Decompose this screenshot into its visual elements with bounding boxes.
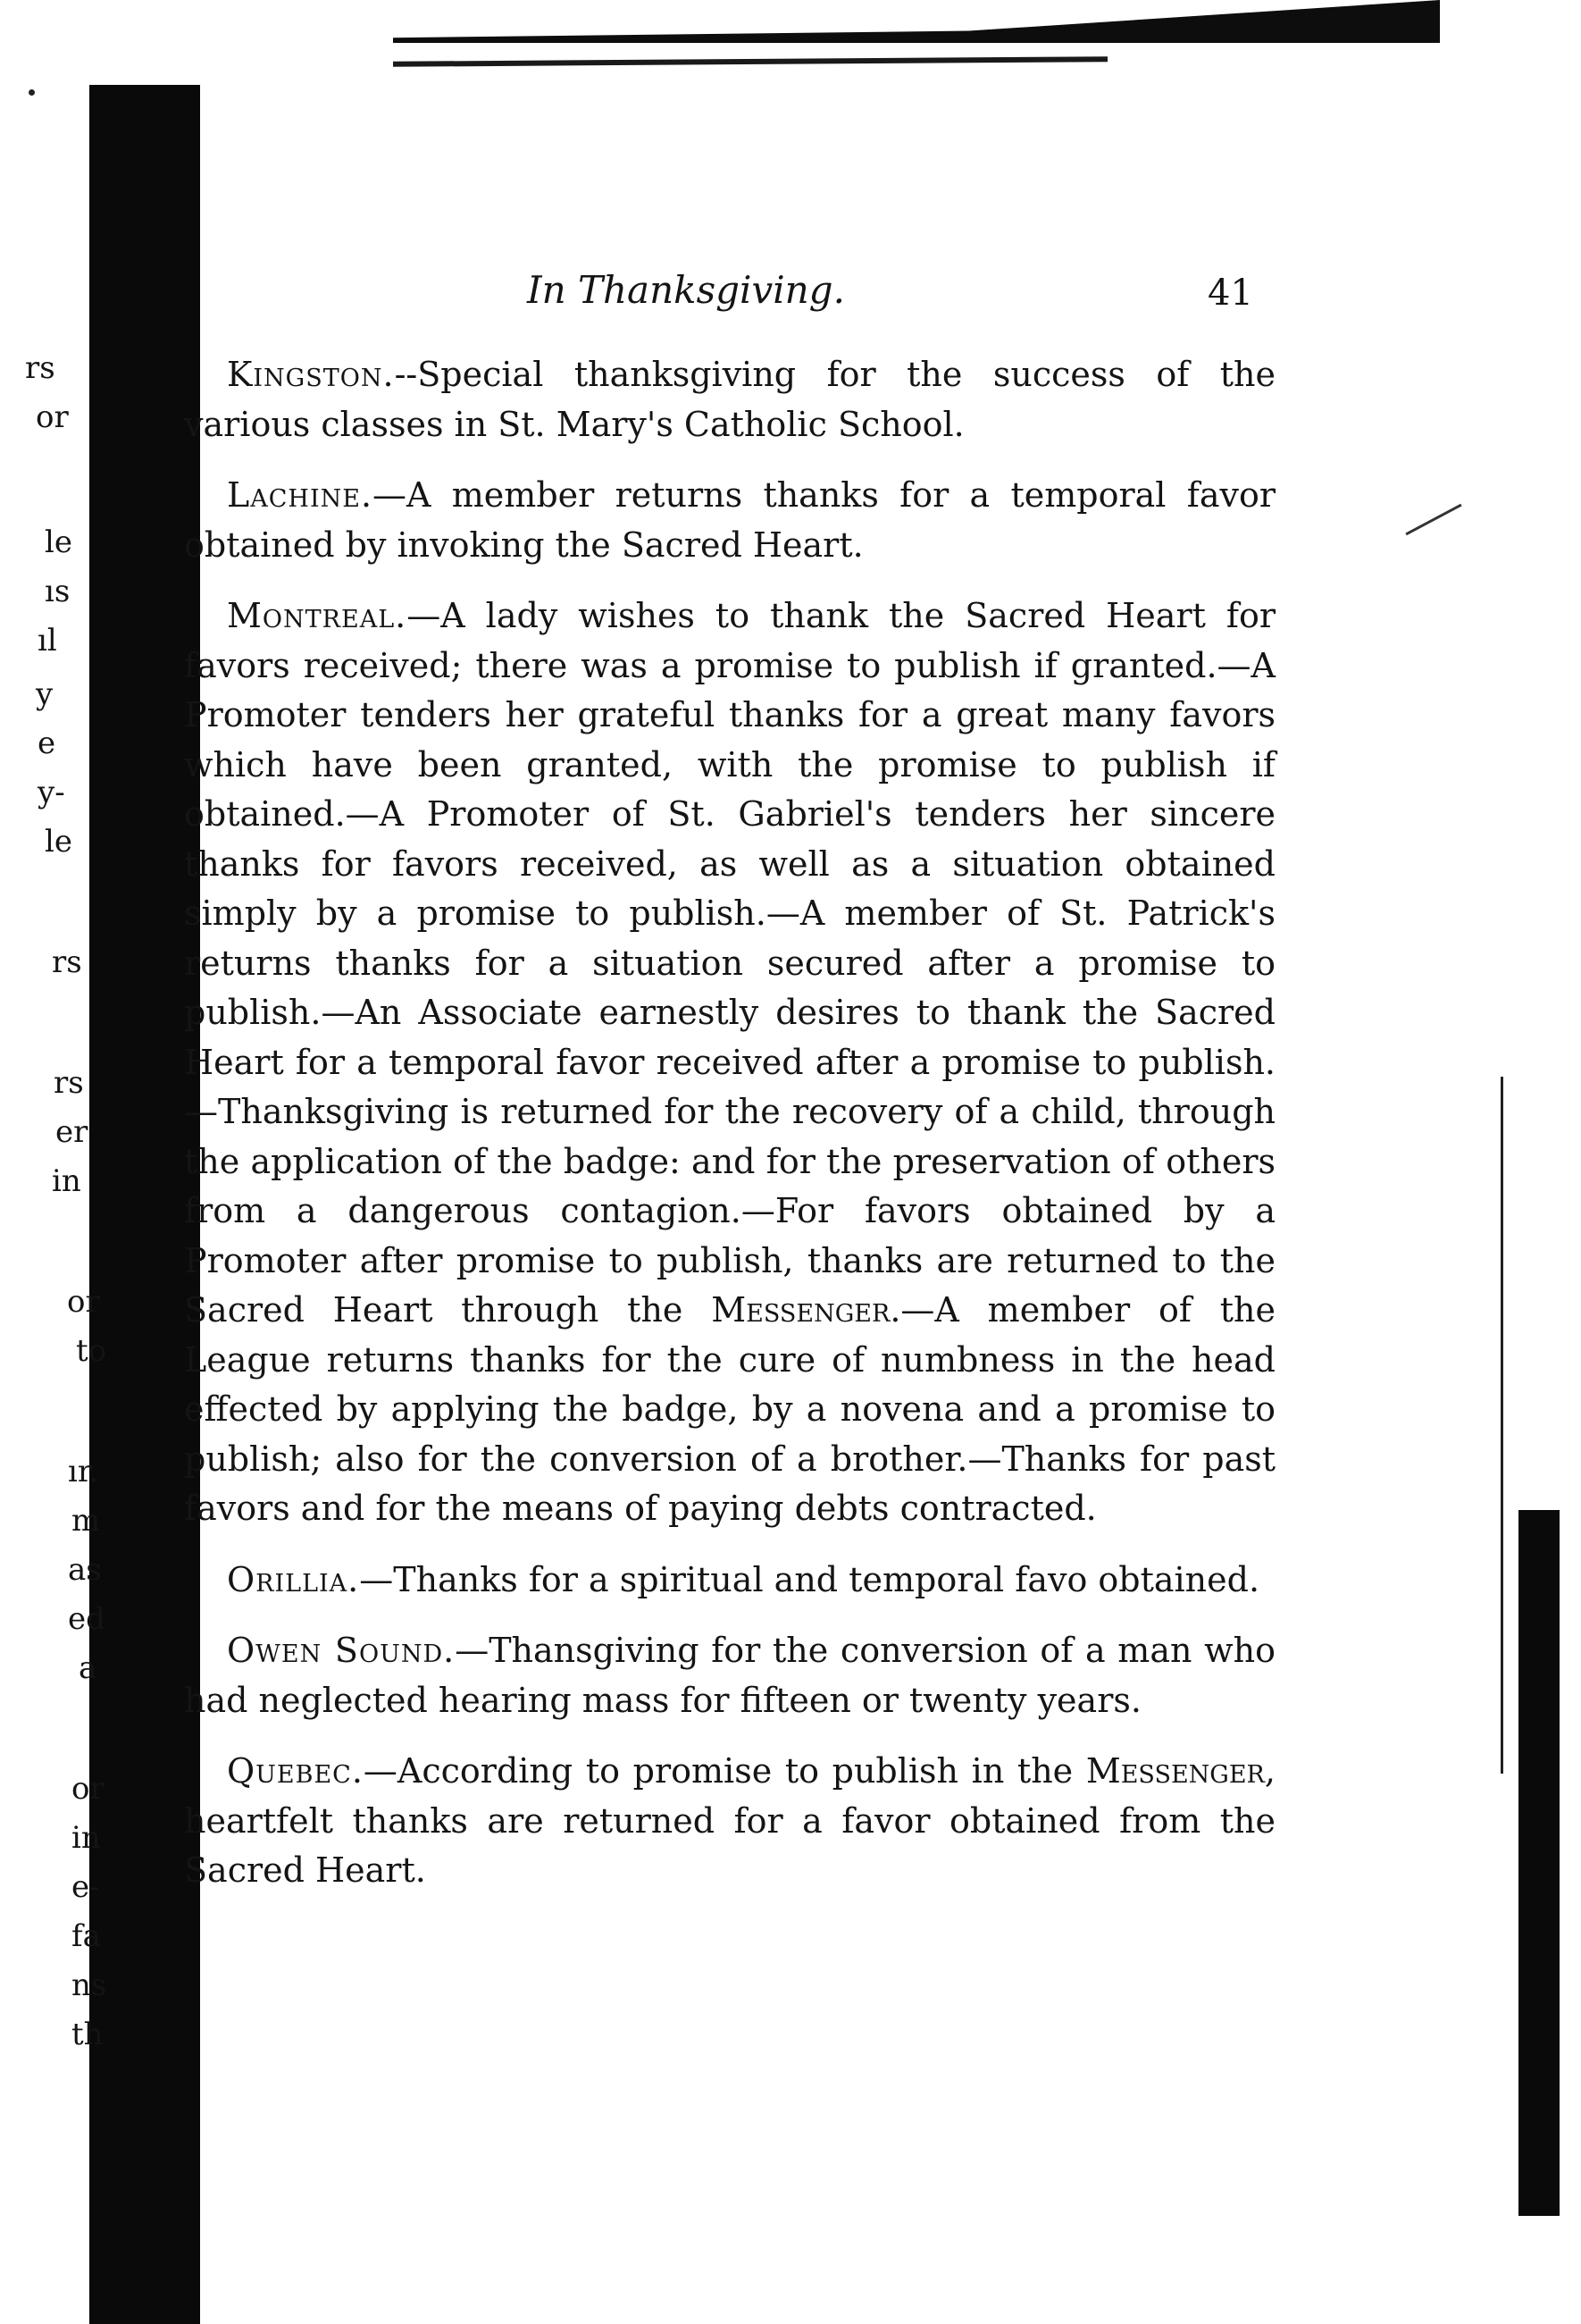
fragment: ıs xyxy=(45,574,71,609)
entry-text: —Thanks for a spiritual and temporal favo obtained. xyxy=(359,1559,1260,1599)
place-name: Orillia. xyxy=(227,1559,360,1599)
fragment: to xyxy=(76,1333,107,1369)
fragment: e xyxy=(38,726,56,761)
entry-kingston xyxy=(184,350,1276,449)
scan-right-edge-line xyxy=(1501,1077,1503,1774)
fragment: er xyxy=(55,1114,88,1150)
fragment: rs xyxy=(54,1065,84,1101)
fragment: ed xyxy=(68,1601,105,1637)
fragment: or xyxy=(36,399,69,435)
fragment: ıl xyxy=(38,623,57,659)
scan-right-edge-shadow xyxy=(1518,1510,1560,2216)
entry-quebec xyxy=(184,1747,1276,1896)
fragment: as xyxy=(68,1552,102,1588)
entry-orillia xyxy=(184,1556,1276,1606)
fragment: rs xyxy=(52,944,82,980)
messenger-title: Messenger xyxy=(711,1290,891,1330)
entry-text: --Special thanksgiving for the success of the various classes in St. Mary's Catholic School. xyxy=(184,355,1276,444)
place-name: Kingston. xyxy=(227,355,395,394)
fragment: a xyxy=(79,1650,97,1686)
fragment: or xyxy=(71,1771,105,1807)
place-name: Montreal. xyxy=(227,596,407,635)
fragment: y- xyxy=(38,775,65,810)
scan-stray-mark xyxy=(1405,504,1461,536)
entry-text: —A lady wishes to thank the Sacred Heart for favors received; there was a promise to publish if granted.—A Promoter tenders her grateful thanks for a great many favors which have been granted, with the promise to publish if obtained.—A Promoter of St. Gabriel's tenders her sincere thanks for favors received, as well as a situation obtained simply by a promise to publish.—A member of St. Patrick's returns thanks for a situation secured after a promise to publish.—An Associate earnestly desires to thank the Sacred Heart for a temporal favor received after a promise to publish.—Thanksgiving is returned for the recovery of a child, through the application of the badge: and for the preservation of others from a dangerous contagion.—For favors obtained by a Promoter after promise to publish, thanks are returned to the Sacred Heart through the xyxy=(184,596,1276,1330)
entry-text: , heartfelt thanks are returned for a favor obtained from the Sacred Heart. xyxy=(184,1751,1276,1890)
fragment: y xyxy=(36,676,54,712)
fragment: le xyxy=(45,524,72,560)
messenger-title: Messenger xyxy=(1085,1751,1265,1791)
fragment: th xyxy=(71,2017,104,2052)
scan-top-bar xyxy=(393,0,1440,43)
page-number: 41 xyxy=(1208,273,1253,314)
place-name: Lachine. xyxy=(227,475,373,515)
fragment: rs xyxy=(25,350,55,386)
entry-text: —According to promise to publish in the xyxy=(363,1751,1086,1791)
entry-text: —Thansgiving for the conversion of a man who had neglected hearing mass for fifteen or twenty years. xyxy=(184,1631,1276,1720)
entry-text: —A member returns thanks for a temporal favor obtained by invoking the Sacred Heart. xyxy=(184,475,1276,565)
place-name: Owen Sound. xyxy=(227,1631,456,1670)
entry-montreal xyxy=(184,591,1276,1534)
place-name: Quebec. xyxy=(227,1751,364,1791)
fragment: e- xyxy=(71,1869,100,1905)
page-body xyxy=(184,350,1276,1917)
entry-text: .—A member of the League returns thanks for the cure of numbness in the head effected by applying the badge, by a novena and a promise to publish; also for the conversion of a brother.—Thanks for past favors and for the means of paying debts contracted. xyxy=(184,1290,1276,1528)
fragment: ır. xyxy=(68,1454,99,1489)
scan-top-line xyxy=(393,56,1108,67)
fragment: fa xyxy=(71,1918,101,1954)
fragment: m xyxy=(71,1503,101,1539)
facing-page-fragments xyxy=(0,0,107,2324)
entry-lachine xyxy=(184,471,1276,570)
fragment: le xyxy=(45,824,72,860)
entry-owen-sound xyxy=(184,1626,1276,1725)
running-head-title: In Thanksgiving. xyxy=(527,268,845,312)
fragment: in xyxy=(71,1820,101,1856)
fragment: or xyxy=(67,1284,100,1320)
fragment: in xyxy=(52,1163,81,1199)
fragment: ns xyxy=(71,1967,107,2003)
